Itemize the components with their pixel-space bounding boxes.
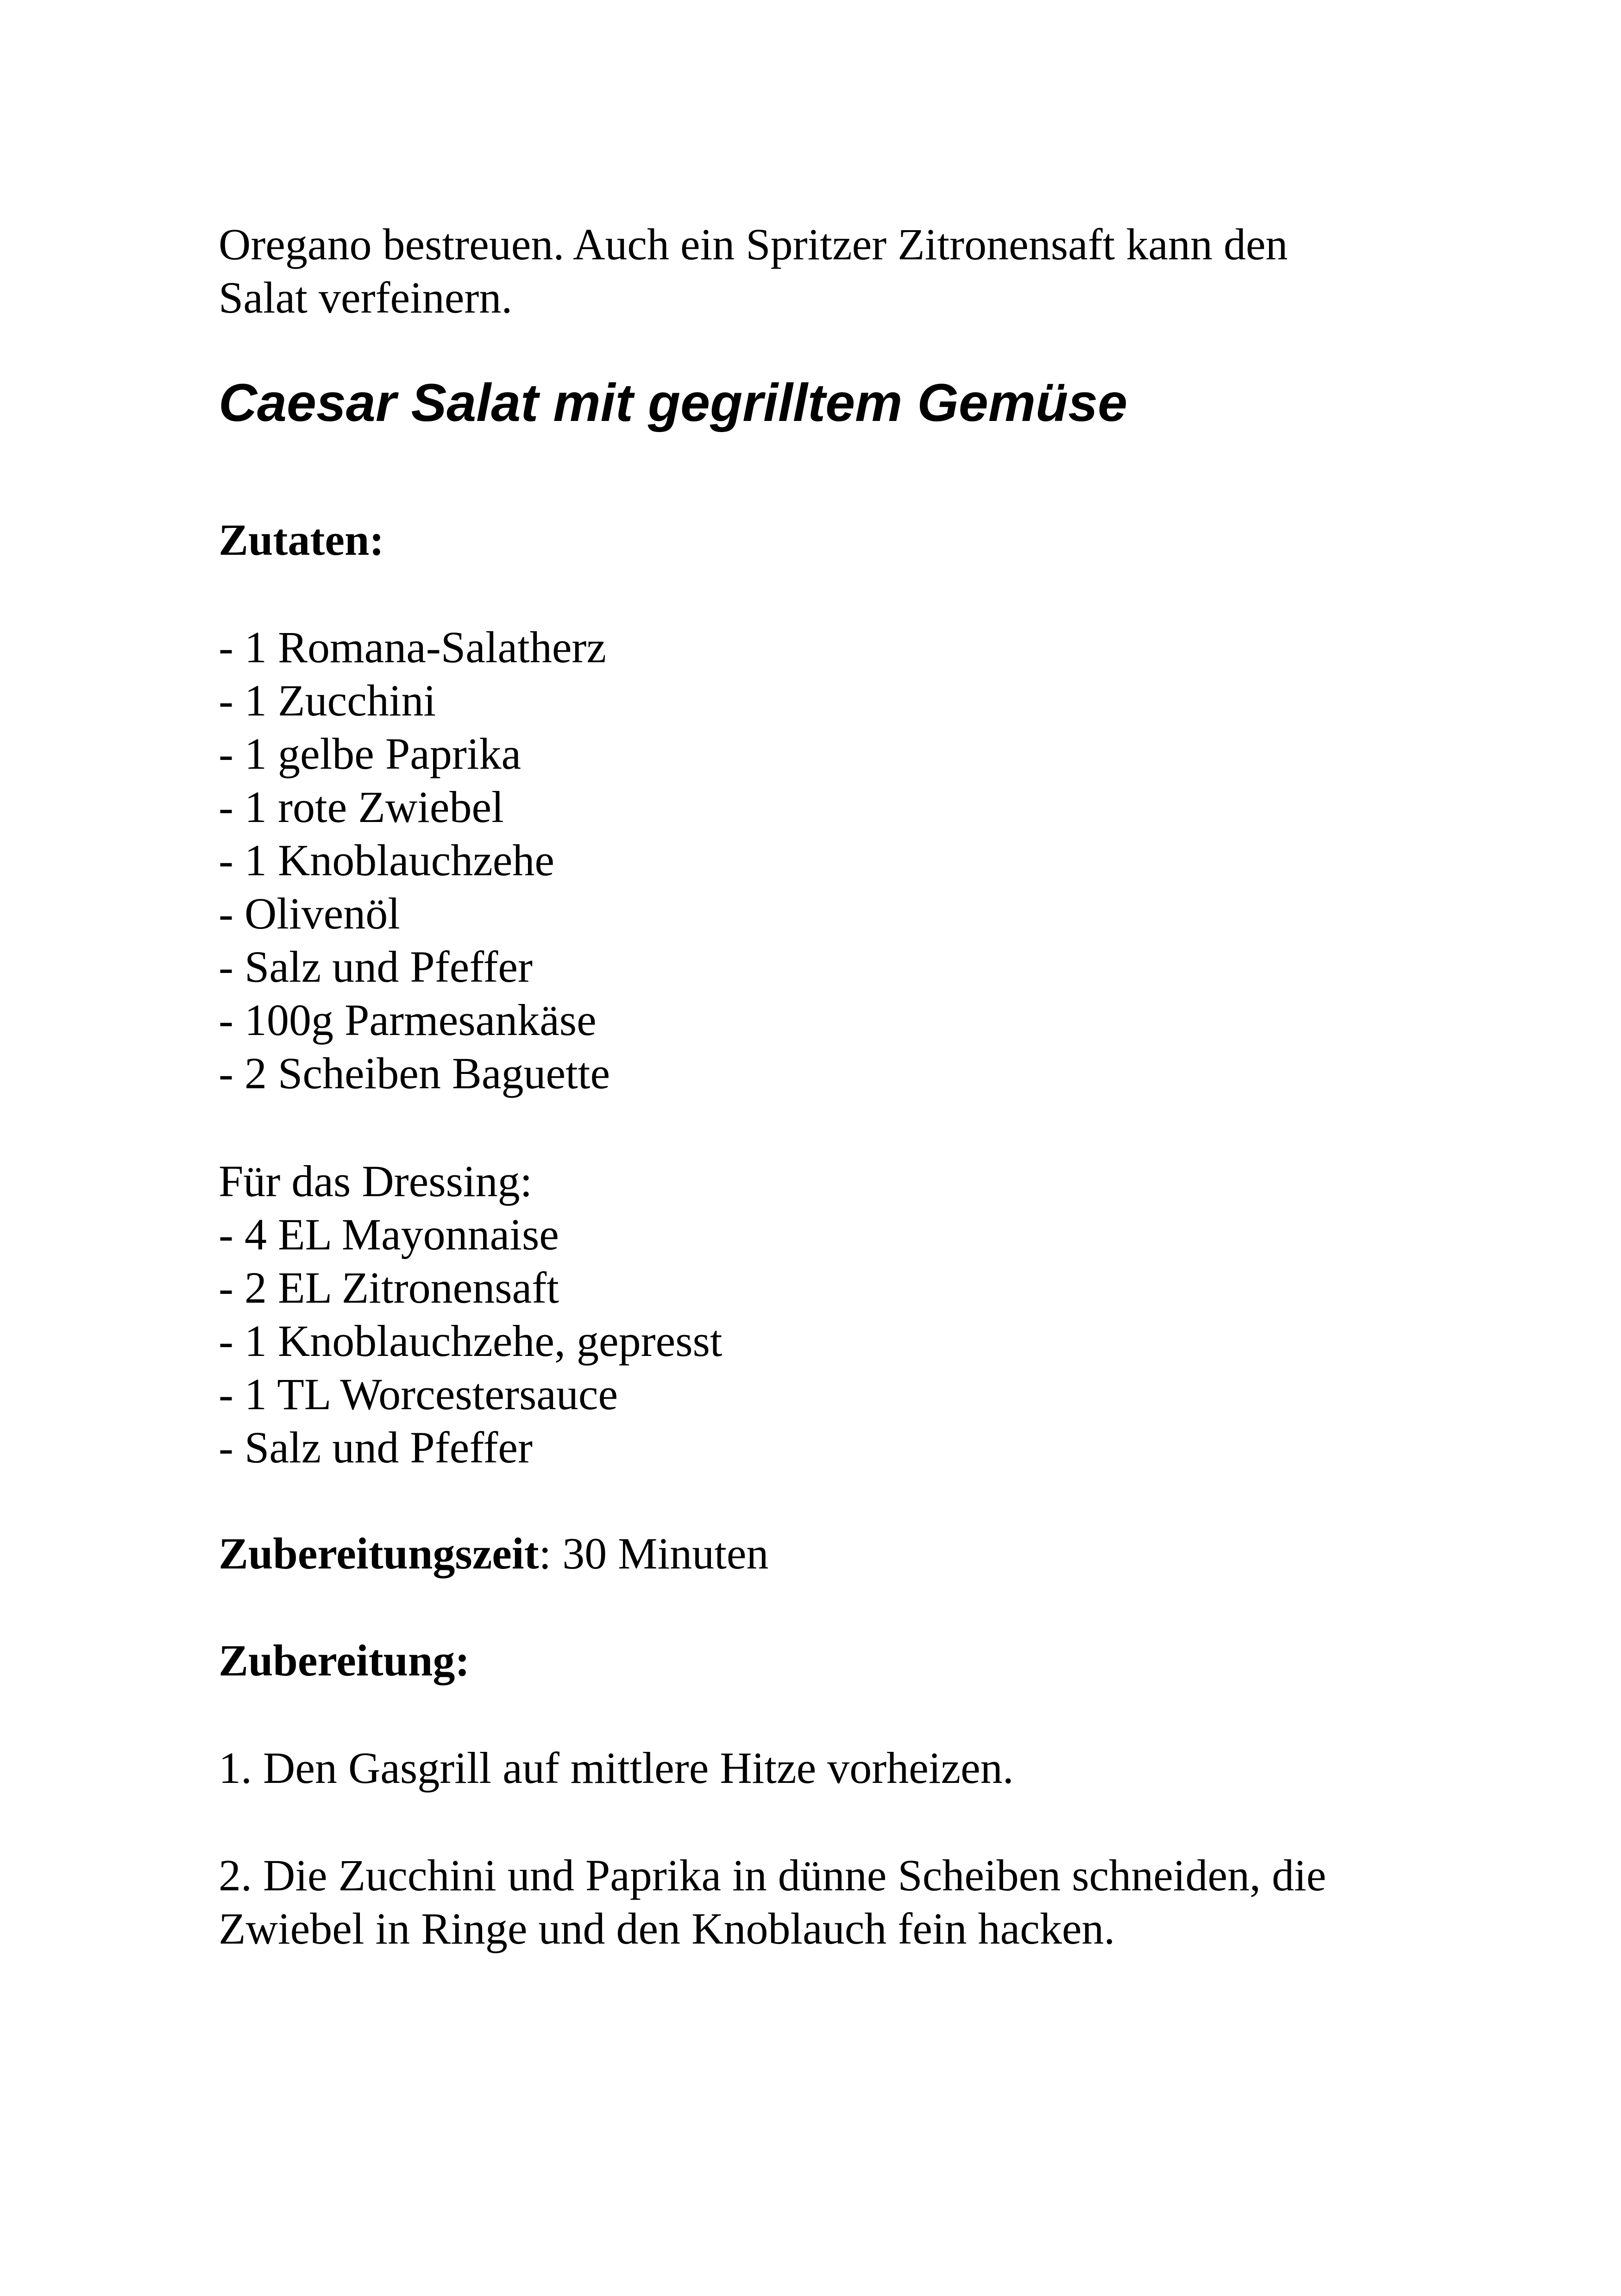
recipe-title: Caesar Salat mit gegrilltem Gemüse <box>219 373 1128 433</box>
step-2-line-1: 2. Die Zucchini und Paprika in dünne Scheiben schneiden, die <box>219 1851 1326 1900</box>
preparation-step-1: 1. Den Gasgrill auf mittlere Hitze vorheizen. <box>219 1743 1014 1793</box>
dressing-section <box>219 1154 1423 1474</box>
preparation-step-2 <box>219 1849 1423 1955</box>
list-item: - 1 gelbe Paprika <box>219 729 521 778</box>
list-item: - 1 Romana-Salatherz <box>219 622 606 672</box>
prep-time-value: : 30 Minuten <box>539 1529 769 1578</box>
list-item: - 1 TL Worcestersauce <box>219 1369 618 1419</box>
list-item: - Salz und Pfeffer <box>219 942 533 991</box>
step-2-line-2: Zwiebel in Ringe und den Knoblauch fein hacken. <box>219 1904 1115 1953</box>
prep-time-label: Zubereitungszeit <box>219 1529 539 1578</box>
ingredients-heading: Zutaten: <box>219 515 384 565</box>
intro-paragraph <box>219 218 1423 324</box>
list-item: - 2 EL Zitronensaft <box>219 1263 559 1312</box>
preparation-heading: Zubereitung: <box>219 1636 470 1685</box>
intro-line-1: Oregano bestreuen. Auch ein Spritzer Zitronensaft kann den <box>219 220 1288 269</box>
list-item: - 1 Knoblauchzehe, gepresst <box>219 1316 723 1366</box>
list-item: - 100g Parmesankäse <box>219 995 597 1045</box>
prep-time <box>219 1527 1423 1580</box>
list-item: - Salz und Pfeffer <box>219 1423 533 1472</box>
list-item: - 1 rote Zwiebel <box>219 782 504 832</box>
ingredients-list <box>219 621 1423 1100</box>
list-item: - 1 Knoblauchzehe <box>219 835 555 885</box>
list-item: - 1 Zucchini <box>219 676 436 725</box>
dressing-list <box>219 1208 1423 1474</box>
list-item: - 4 EL Mayonnaise <box>219 1210 559 1259</box>
intro-line-2: Salat verfeinern. <box>219 273 513 322</box>
dressing-heading: Für das Dressing: <box>219 1156 533 1206</box>
list-item: - 2 Scheiben Baguette <box>219 1048 610 1098</box>
list-item: - Olivenöl <box>219 889 400 938</box>
